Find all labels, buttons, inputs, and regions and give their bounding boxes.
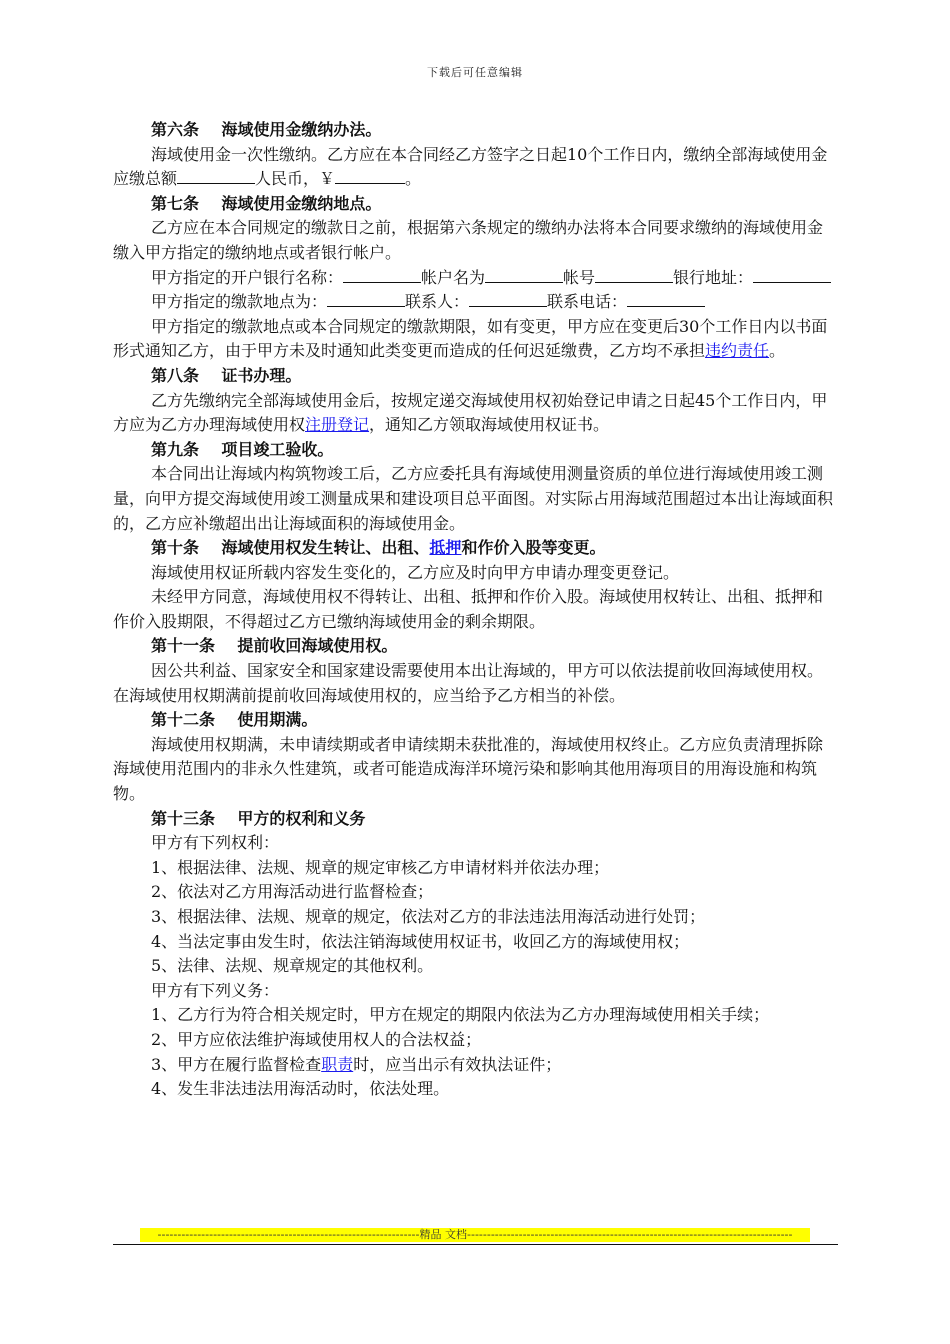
- contract-body: [113, 118, 838, 1102]
- mortgage-link[interactable]: 抵押: [429, 538, 462, 558]
- phone-blank[interactable]: [627, 292, 705, 307]
- article-7-paragraph: 乙方应在本合同规定的缴款日之前，根据第六条规定的缴纳办法将本合同要求缴纳的海域使用金缴入甲方指定的缴纳地点或者银行帐户。: [113, 218, 824, 262]
- footer-band: ------------------------------------------------------------------精品 文档----------------------------------------------------------------------------------: [140, 1228, 810, 1242]
- article-9-heading: 第九条 项目竣工验收。: [151, 439, 334, 459]
- bank-name-blank[interactable]: [343, 268, 421, 283]
- article-11-heading: 第十一条 提前收回海域使用权。: [151, 636, 398, 656]
- payment-change-paragraph: 甲方指定的缴款地点或本合同规定的缴款期限，如有变更，甲方应在变更后30个工作日内以书面形式通知乙方，由于甲方未及时通知此类变更而造成的任何迟延缴费，乙方均不承担违约责任。: [113, 316, 828, 361]
- article-7-heading: 第七条 海域使用金缴纳地点。: [151, 193, 382, 213]
- article-8-paragraph: 乙方先缴纳完全部海域使用金后，按规定递交海域使用权初始登记申请之日起45个工作日内，甲方应为乙方办理海域使用权注册登记，通知乙方领取海域使用权证书。: [113, 390, 828, 435]
- contact-blank[interactable]: [469, 292, 547, 307]
- duty-responsibility-link[interactable]: 职责: [321, 1054, 354, 1074]
- payment-place-line: 甲方指定的缴款地点为： 联系人： 联系电话：: [113, 290, 838, 315]
- article-13-heading: 第十三条 甲方的权利和义务: [151, 808, 366, 828]
- bank-address-blank[interactable]: [753, 268, 831, 283]
- right-item: 4、当法定事由发生时，依法注销海域使用权证书，收回乙方的海域使用权；: [151, 931, 690, 951]
- article-6-heading: 第六条 海域使用金缴纳办法。: [151, 120, 382, 139]
- footer-rule: [113, 1244, 838, 1245]
- article-12-heading: 第十二条 使用期满。: [151, 710, 318, 730]
- footer-label: 精品 文档: [419, 1228, 467, 1241]
- article-12-paragraph: 海域使用权期满，未申请续期或者申请续期未获批准的，海域使用权终止。乙方应负责清理拆除海域使用范围内的非永久性建筑，或者可能造成海洋环境污染和影响其他用海项目的用海设施和构筑物。: [113, 734, 824, 804]
- right-item: 5、法律、法规、规章规定的其他权利。: [151, 956, 434, 976]
- right-item: 1、根据法律、法规、规章的规定审核乙方申请材料并依法办理；: [151, 857, 610, 877]
- bank-info-line: 甲方指定的开户银行名称： 帐户名为 帐号 银行地址：: [113, 266, 838, 291]
- currency-blank[interactable]: [335, 169, 405, 184]
- article-6-paragraph: 海域使用金一次性缴纳。乙方应在本合同经乙方签字之日起10个工作日内，缴纳全部海域使用金应缴总额 人民币，￥ 。: [113, 144, 828, 189]
- article-11-paragraph: 因公共利益、国家安全和国家建设需要使用本出让海域的，甲方可以依法提前收回海域使用权。在海域使用权期满前提前收回海域使用权的，应当给予乙方相当的补偿。: [113, 661, 824, 705]
- duty-item: 2、甲方应依法维护海域使用权人的合法权益；: [151, 1029, 482, 1049]
- article-10-heading: 第十条 海域使用权发生转让、出租、抵押和作价入股等变更。: [151, 538, 606, 558]
- page-header: 下载后可任意编辑: [427, 66, 523, 79]
- account-number-blank[interactable]: [595, 268, 673, 283]
- right-item: 3、根据法律、法规、规章的规定，依法对乙方的非法违法用海活动进行处罚；: [151, 907, 706, 926]
- right-item: 2、依法对乙方用海活动进行监督检查；: [151, 882, 434, 902]
- payment-place-blank[interactable]: [327, 292, 405, 307]
- article-10-paragraph-2: 未经甲方同意，海域使用权不得转让、出租、抵押和作价入股。海域使用权转让、出租、抵押和作价入股期限，不得超过乙方已缴纳海域使用金的剩余期限。: [113, 587, 824, 631]
- registration-link[interactable]: 注册登记: [305, 415, 370, 435]
- article-9-paragraph: 本合同出让海域内构筑物竣工后，乙方应委托具有海域使用测量资质的单位进行海域使用竣工测量，向甲方提交海域使用竣工测量成果和建设项目总平面图。对实际占用海域范围超过本出让海域面积的，乙方应补缴超出出让海域面积的海域使用金。: [113, 464, 834, 533]
- breach-liability-link[interactable]: 违约责任: [705, 341, 770, 361]
- duty-item: 1、乙方行为符合相关规定时，甲方在规定的期限内依法为乙方办理海域使用相关手续；: [151, 1005, 770, 1025]
- account-name-blank[interactable]: [485, 268, 563, 283]
- article-8-heading: 第八条 证书办理。: [151, 365, 302, 385]
- amount-blank[interactable]: [177, 169, 255, 184]
- rights-intro: 甲方有下列权利：: [151, 833, 280, 853]
- duty-item: 3、甲方在履行监督检查职责时，应当出示有效执法证件；: [151, 1054, 562, 1074]
- duties-intro: 甲方有下列义务：: [151, 980, 280, 1000]
- article-10-paragraph-1: 海域使用权证所载内容发生变化的，乙方应及时向甲方申请办理变更登记。: [151, 562, 680, 582]
- duty-item: 4、发生非法违法用海活动时，依法处理。: [151, 1079, 450, 1099]
